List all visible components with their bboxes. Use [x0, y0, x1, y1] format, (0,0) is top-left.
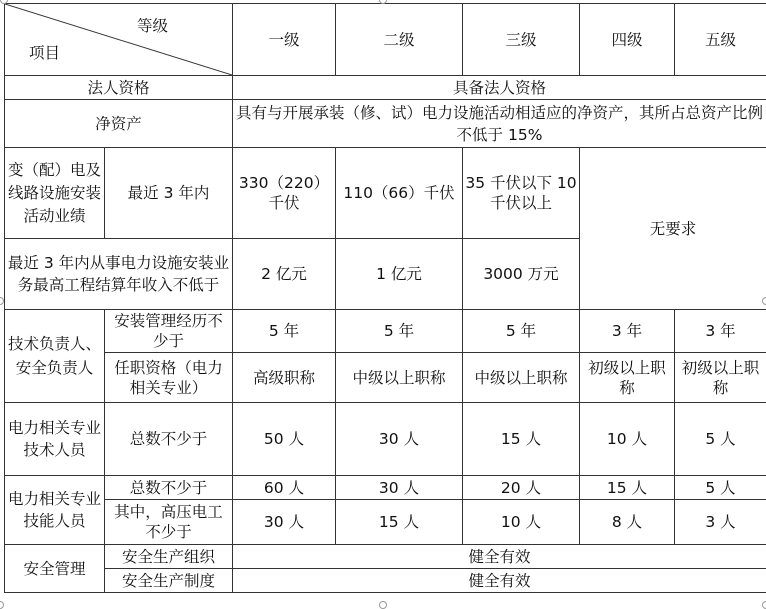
- level-4-header: 四级: [580, 4, 675, 76]
- safety-org-sub: 安全生产组织: [105, 545, 233, 569]
- tech-staff-level-1: 50 人: [233, 403, 336, 476]
- grade-label: 等级: [137, 16, 168, 36]
- tech-staff-level-5: 5 人: [675, 403, 766, 476]
- experience-sub: 安装管理经历不少于: [105, 310, 233, 353]
- safety-system-value: 健全有效: [233, 569, 766, 593]
- tech-staff-label: 电力相关专业技术人员: [5, 403, 105, 476]
- experience-row: [5, 310, 766, 353]
- diagonal-line: [5, 4, 232, 75]
- tech-staff-row: [5, 403, 766, 476]
- qualification-row: [5, 353, 766, 403]
- qualification-table: [4, 3, 766, 593]
- safety-system-sub: 安全生产制度: [105, 569, 233, 593]
- revenue-label: 最近 3 年内从事电力设施安装业务最高工程结算年收入不低于: [5, 239, 233, 310]
- revenue-level-1: 2 亿元: [233, 239, 336, 310]
- resize-handle-bottom[interactable]: [379, 601, 387, 609]
- resize-handle-bottom-left[interactable]: [0, 601, 4, 609]
- hv-level-4: 8 人: [580, 500, 675, 545]
- net-assets-value: 具有与开展承装（修、试）电力设施活动相适应的净资产，其所占总资产比例不低于 15%: [233, 100, 766, 148]
- skill-total-level-4: 15 人: [580, 476, 675, 500]
- safety-org-value: 健全有效: [233, 545, 766, 569]
- tech-leader-label: 技术负责人、安全负责人: [5, 310, 105, 403]
- tech-staff-sub: 总数不少于: [105, 403, 233, 476]
- tech-staff-level-3: 15 人: [463, 403, 580, 476]
- hv-electrician-sub: 其中，高压电工不少于: [105, 500, 233, 545]
- performance-row: [5, 148, 766, 239]
- skill-total-sub: 总数不少于: [105, 476, 233, 500]
- header-row: [5, 4, 766, 76]
- safety-label: 安全管理: [5, 545, 105, 593]
- performance-level-2: 110（66）千伏: [336, 148, 463, 239]
- experience-level-5: 3 年: [675, 310, 766, 353]
- safety-system-row: [5, 569, 766, 593]
- hv-level-5: 3 人: [675, 500, 766, 545]
- net-assets-label: 净资产: [5, 100, 233, 148]
- hv-level-1: 30 人: [233, 500, 336, 545]
- item-label: 项目: [29, 43, 60, 63]
- hv-electrician-row: [5, 500, 766, 545]
- experience-level-4: 3 年: [580, 310, 675, 353]
- legal-person-label: 法人资格: [5, 76, 233, 100]
- hv-level-2: 15 人: [336, 500, 463, 545]
- skill-total-level-5: 5 人: [675, 476, 766, 500]
- safety-org-row: [5, 545, 766, 569]
- skill-total-level-3: 20 人: [463, 476, 580, 500]
- qualification-level-3: 中级以上职称: [463, 353, 580, 403]
- level-3-header: 三级: [463, 4, 580, 76]
- performance-label: 变（配）电及线路设施安装活动业绩: [5, 148, 105, 239]
- qualification-level-5: 初级以上职称: [675, 353, 766, 403]
- revenue-level-3: 3000 万元: [463, 239, 580, 310]
- qualification-level-2: 中级以上职称: [336, 353, 463, 403]
- legal-person-row: [5, 76, 766, 100]
- resize-handle-right[interactable]: [762, 297, 766, 305]
- skill-total-level-1: 60 人: [233, 476, 336, 500]
- qualification-level-1: 高级职称: [233, 353, 336, 403]
- qualification-sub: 任职资格（电力相关专业）: [105, 353, 233, 403]
- tech-staff-level-4: 10 人: [580, 403, 675, 476]
- no-requirement-cell: 无要求: [580, 148, 766, 310]
- experience-level-3: 5 年: [463, 310, 580, 353]
- performance-level-1: 330（220）千伏: [233, 148, 336, 239]
- revenue-level-2: 1 亿元: [336, 239, 463, 310]
- skill-total-level-2: 30 人: [336, 476, 463, 500]
- legal-person-value: 具备法人资格: [233, 76, 766, 100]
- qualification-level-4: 初级以上职称: [580, 353, 675, 403]
- experience-level-1: 5 年: [233, 310, 336, 353]
- resize-handle-bottom-right[interactable]: [762, 601, 766, 609]
- level-2-header: 二级: [336, 4, 463, 76]
- hv-level-3: 10 人: [463, 500, 580, 545]
- skill-staff-label: 电力相关专业技能人员: [5, 476, 105, 545]
- experience-level-2: 5 年: [336, 310, 463, 353]
- header-diagonal-cell: [5, 4, 233, 76]
- net-assets-row: [5, 100, 766, 148]
- performance-level-3: 35 千伏以下 10 千伏以上: [463, 148, 580, 239]
- tech-staff-level-2: 30 人: [336, 403, 463, 476]
- level-1-header: 一级: [233, 4, 336, 76]
- level-5-header: 五级: [675, 4, 766, 76]
- performance-sub: 最近 3 年内: [105, 148, 233, 239]
- skill-total-row: [5, 476, 766, 500]
